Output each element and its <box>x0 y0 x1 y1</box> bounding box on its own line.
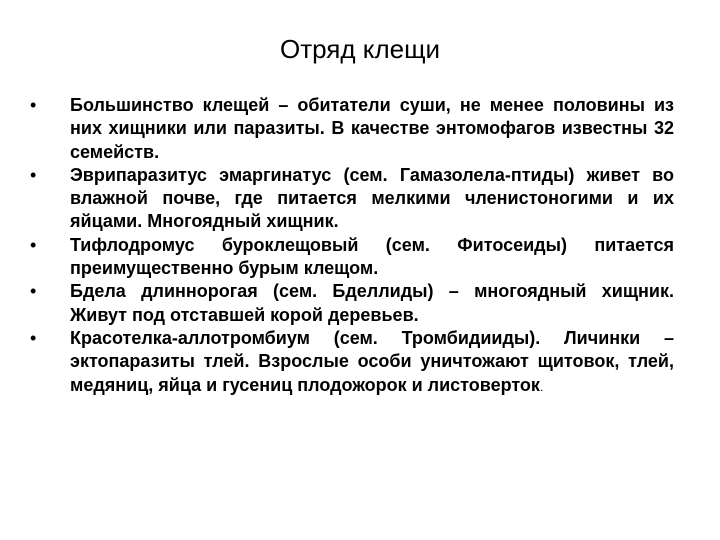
slide-title: Отряд клещи <box>280 34 440 64</box>
bullet-icon: • <box>30 164 37 185</box>
bullet-item-4 <box>30 280 674 327</box>
bullet-icon: • <box>30 95 37 115</box>
bullet-text: Тифлодромус буроклещовый (сем. Фитосеиды) питается преимущественно бурым клещом. <box>70 234 674 279</box>
bullet-icon: • <box>30 234 37 255</box>
bullet-item-1 <box>30 94 674 164</box>
bullet-text: Большинство клещей – обитатели суши, не менее половины из них хищники или паразиты. В качестве энтомофагов известны 32 семейств. <box>70 95 674 162</box>
end-period: . <box>539 379 544 394</box>
bullet-item-2 <box>30 164 674 234</box>
bullet-icon: • <box>30 281 37 302</box>
bullet-item-3 <box>30 234 674 281</box>
bullet-icon: • <box>30 327 37 348</box>
bullet-text: Эврипаразитус эмаргинатус (сем. Гамазолела-птиды) живет во влажной почве, где питается мелкими членистоногими и их яйцами. Многоядный хищник. <box>70 164 674 232</box>
bullet-text: Красотелка-аллотромбиум (сем. Тромбидииды). Личинки – эктопаразиты тлей. Взрослые особи уничтожают щитовок, тлей, медяниц, яйца и гусениц плодожорок и листоверток <box>70 327 674 395</box>
bullet-text: Бдела длиннорогая (сем. Бделлиды) – многоядный хищник. Живут под отставшей корой деревьев. <box>70 281 674 325</box>
bullet-item-5 <box>30 327 674 399</box>
bullet-list <box>30 94 674 399</box>
